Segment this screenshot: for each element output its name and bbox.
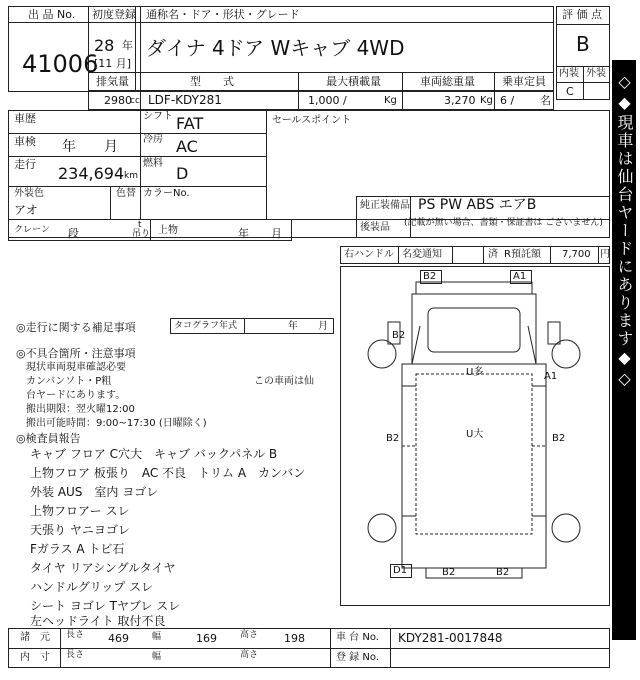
fuel-label: 燃料 (143, 158, 163, 169)
eval-label: 評 価 点 (562, 8, 602, 21)
equipment-value: PS PW ABS エアB (418, 197, 537, 213)
defect-line: 搬出可能時間：9:00~17:30 (日曜除く) (26, 418, 207, 429)
chassis-label: 車 台 No. (336, 632, 379, 643)
inspector-line: タイヤ リアシングルタイヤ (30, 561, 176, 575)
reg-year: 28 (94, 36, 115, 55)
registration-label: 登 録 No. (336, 652, 379, 663)
history-label: 車歴 (14, 112, 36, 125)
damage-label: B2 (392, 330, 406, 341)
inspector-line: ハンドルグリップ スレ (30, 580, 154, 594)
capacity-unit: 名 (540, 94, 551, 107)
shift-label: シフト (143, 111, 173, 122)
gross-value: 3,270 (444, 94, 476, 107)
defect-line: 現状車両現車確認必要 (26, 362, 126, 373)
inspector-line: Fガラス A トビ石 (30, 542, 125, 556)
name-change-label: 名変通知 (402, 249, 442, 260)
crane-ton: t (138, 220, 142, 230)
capacity-label: 乗車定員 (502, 75, 546, 88)
height-value: 198 (284, 632, 305, 645)
crane-label: クレーン (14, 225, 50, 235)
location-banner (612, 60, 636, 640)
first-reg-label: 初度登録 (92, 8, 136, 21)
damage-label: B2 (496, 567, 510, 578)
recycle-fee-label: R預託額 (504, 249, 541, 260)
length-label: 長さ (66, 630, 85, 640)
chassis-value: KDY281-0017848 (398, 631, 503, 645)
inspection-value: 年 月 (62, 139, 118, 155)
driving-notes-label: ◎走行に関する補足事項 (16, 321, 136, 334)
inspector-line: 上物フロアー スレ (30, 504, 130, 518)
color-change-label: 色替 (116, 188, 136, 199)
inspector-line: 外装 AUS 室内 ヨゴレ (30, 485, 159, 499)
damage-label: B2 (386, 433, 400, 444)
equipment-label: 純正装備品 (360, 200, 410, 211)
interior-label: 内装 (559, 68, 579, 79)
eval-score: B (576, 32, 590, 56)
inspector-title: ◎検査員報告 (16, 432, 81, 445)
inspector-line: 左ヘッドライト 取付不良 (30, 614, 166, 628)
width-label: 幅 (152, 632, 162, 642)
fuel-value: D (176, 164, 189, 183)
gross-unit: Kg (480, 95, 493, 106)
aircon-value: AC (176, 137, 198, 156)
crane-lift: 吊り (132, 229, 151, 239)
interior-score: C (566, 85, 574, 98)
type-label: 型 式 (190, 75, 234, 88)
mileage-value: 234,694 (58, 164, 125, 183)
sales-point-label: セールスポイント (272, 115, 352, 126)
upper-value: 年 月 (238, 227, 282, 240)
load-unit: Kg (384, 95, 397, 106)
width-value: 169 (196, 632, 217, 645)
damage-label: B2 (423, 271, 437, 282)
lot-label: 出 品 No. (28, 8, 76, 21)
defect-line: 台ヤードにあります。 (26, 390, 126, 401)
damage-label: D1 (393, 565, 408, 576)
inner-width-label: 幅 (152, 652, 162, 662)
recycle-fee-value: 7,700 (562, 249, 591, 260)
mileage-label: 走行 (14, 158, 36, 171)
displacement-label: 排気量 (96, 75, 129, 88)
lot-number: 41006 (22, 50, 99, 78)
color-no-label: カラーNo. (143, 188, 190, 199)
damage-label: A1 (513, 271, 527, 282)
aircon-label: 冷房 (143, 134, 163, 145)
inner-length-label: 長さ (66, 650, 85, 660)
shift-value: FAT (176, 114, 204, 133)
inspector-line: 天張り ヤニヨゴレ (30, 523, 130, 537)
specs-label: 諸 元 (20, 632, 50, 643)
inspector-line: 上物フロア 板張り AC 不良 トリム A カンバン (30, 466, 306, 480)
ext-color-label: 外装色 (14, 188, 44, 199)
capacity-value: 6 / (500, 94, 515, 107)
inspector-line: キャブ フロア C穴大 キャブ バックパネル B (30, 447, 278, 461)
exterior-label: 外装 (586, 68, 606, 79)
defects-title: ◎不具合箇所・注意事項 (16, 347, 136, 360)
tacho-value: 年 月 (288, 321, 328, 332)
model-label: 通称名・ドア・形状・グレード (146, 8, 300, 21)
length-value: 469 (108, 632, 129, 645)
damage-label: A1 (544, 371, 558, 382)
load-label: 最大積載量 (326, 75, 381, 88)
tacho-label: タコグラフ年式 (174, 321, 238, 331)
recycle-done-label: 済 (488, 249, 498, 260)
inspection-label: 車検 (14, 135, 36, 148)
aftermarket-note: (記載が無い場合、書類・保証書は ございません) (404, 218, 603, 228)
name-change-box (452, 246, 484, 264)
inspector-line: シート ヨゴレ Tヤブレ スレ (30, 599, 181, 613)
damage-label: B2 (552, 433, 566, 444)
dims-label: 内 寸 (20, 652, 50, 663)
damage-label: U多 (466, 367, 484, 378)
ext-color-value: アオ (14, 203, 38, 217)
recycle-unit: 円 (600, 249, 610, 260)
inner-height-label: 高さ (240, 650, 259, 660)
height-label: 高さ (240, 630, 259, 640)
damage-label: U大 (466, 429, 484, 440)
defect-line: この車両は仙 (254, 376, 314, 387)
type-value: LDF-KDY281 (148, 93, 222, 107)
damage-label: B2 (442, 567, 456, 578)
defect-line: 搬出期限：翌火曜12:00 (26, 404, 135, 415)
aftermarket-label: 後装品 (360, 222, 390, 233)
load-value: 1,000 / (308, 94, 347, 107)
crane-stage: 段 (68, 227, 79, 240)
reg-month: [11 月] (94, 57, 132, 70)
upper-label: 上物 (158, 225, 178, 236)
location-banner-text: ◇◆現車は仙台ヤードにあります◆◇ (615, 72, 634, 390)
reg-year-unit: 年 (122, 39, 133, 52)
gross-label: 車両総重量 (420, 75, 475, 88)
displacement-value: 2980 (104, 94, 132, 107)
rhd-label: 右ハンドル (344, 249, 394, 260)
displacement-unit: cc (130, 96, 140, 106)
mileage-unit: km (124, 171, 138, 181)
model-name: ダイナ 4ドア Wキャブ 4WD (146, 36, 405, 60)
defect-line: カンバンソト・P粗 (26, 376, 112, 387)
